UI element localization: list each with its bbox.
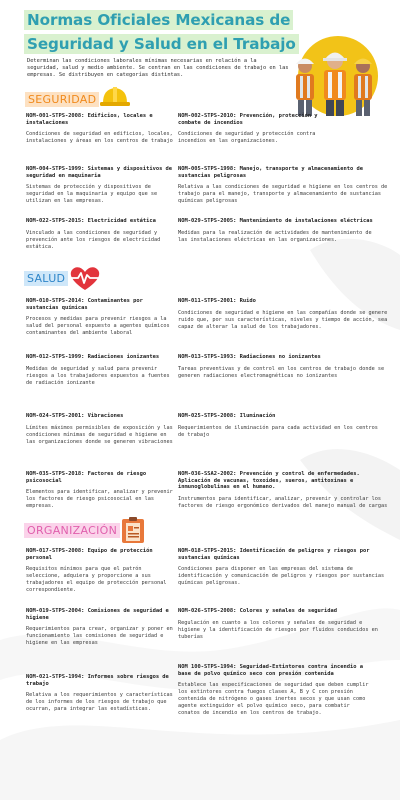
norm-description: Medidas para la realización de actividades de mantenimiento de las instalaciones eléctricas en las organizaciones. — [178, 229, 372, 243]
norm-title: NOM-036-SSA2-2002: Prevención y control de enfermedades. Aplicación de vacunas, toxoides, sueros, antitoxinas e inmunoglobulinas en el humano. — [178, 471, 360, 491]
norm-nom-026 — [178, 608, 378, 641]
norm-nom-005 — [178, 166, 390, 205]
norm-description: Relativa a los requerimientos y características de los informes de los riesgos de trabajo que ocurran, para integrar las estadísticas. — [26, 692, 173, 713]
title-block — [24, 8, 316, 56]
norm-title: NOM-017-STPS-2008: Equipo de protección personal — [26, 548, 153, 561]
norm-title: NOM-024-STPS-2001: Vibraciones — [26, 413, 124, 419]
norm-nom-001 — [26, 113, 174, 145]
norm-description: Relativa a las condiciones de seguridad e higiene en los centros de trabajo para el manejo, transporte y almacenamiento de sustancias químicas peligrosas — [178, 184, 388, 205]
clipboard-icon — [119, 517, 147, 545]
norm-nom-013 — [178, 354, 390, 380]
norm-description: Requisitos mínimos para que el patrón seleccione, adquiera y proporcione a sus trabajadores el equipo de protección personal correspondiente. — [26, 566, 167, 594]
norm-title: NOM-005-STPS-1998: Manejo, transporte y almacenamiento de sustancias peligrosas — [178, 166, 363, 179]
norm-nom-029 — [178, 218, 384, 244]
norm-description: Sistemas de protección y dispositivos de seguridad en la maquinaria y equipo que se utilizan en las empresas. — [26, 184, 158, 205]
norm-title: NOM-026-STPS-2008: Colores y señales de seguridad — [178, 608, 338, 614]
norm-title: NOM-022-STPS-2015: Electricidad estática — [26, 218, 156, 224]
norm-title: NOM 100-STPS-1994: Seguridad-Extintores contra incendio a base de polvo químico seco con presión contenida — [178, 664, 363, 677]
hard-hat-icon — [98, 84, 132, 108]
norm-nom-017 — [26, 548, 174, 594]
norm-description: Medidas de seguridad y salud para prevenir riesgos a los trabajadores expuestos a fuentes de radiación ionizante — [26, 365, 170, 386]
norm-title: NOM-018-STPS-2015: Identificación de peligros y riesgos por sustancias químicas — [178, 548, 370, 561]
norm-nom-024 — [26, 413, 176, 446]
norm-nom-004 — [26, 166, 174, 205]
norm-description: Tareas preventivas y de control en los centros de trabajo donde se generen radiaciones electromagnéticas no ionizantes — [178, 365, 385, 379]
norm-description: Vinculado a las condiciones de seguridad y prevención ante los riesgos de electricidad estática. — [26, 229, 161, 250]
norm-nom-035 — [26, 471, 174, 510]
norm-nom-022 — [26, 218, 174, 251]
norm-nom-025 — [178, 413, 378, 439]
norm-title: NOM-010-STPS-2014: Contaminantes por sustancias químicas — [26, 298, 143, 311]
norm-title: NOM-002-STPS-2010: Prevención, protección y combate de incendios — [178, 113, 318, 126]
norm-nom-021 — [26, 674, 174, 713]
norm-nom-018 — [178, 548, 390, 587]
norm-description: Condiciones de seguridad e higiene en las compañías donde se genere ruido que, por sus características, niveles y tiempo de acción, sea capaz de alterar la salud de los trabajadores. — [178, 309, 388, 330]
norm-nom-019 — [26, 608, 174, 647]
norm-description: Procesos y medidas para prevenir riesgos a la salud del personal expuesto a agentes químicos contaminantes del ambiente laboral — [26, 316, 170, 337]
page-title: Normas Oficiales Mexicanas de Seguridad y Salud en el Trabajo — [24, 8, 316, 56]
norm-title: NOM-025-STPS-2008: Iluminación — [178, 413, 276, 419]
norm-description: Límites máximos permisibles de exposición y las condiciones mínimas de seguridad e higiene en las organizaciones donde se generen vibraciones — [26, 424, 173, 445]
norm-title: NOM-001-STPS-2008: Edificios, locales e instalaciones — [26, 113, 153, 126]
norm-description: Instrumentos para identificar, analizar, prevenir y controlar los factores de riesgo ergonómico derivados del manejo manual de cargas — [178, 495, 388, 509]
norm-description: Condiciones de seguridad en edificios, locales, instalaciones y áreas en los centros de trabajo — [26, 131, 173, 145]
norm-nom-011 — [178, 298, 390, 331]
norm-nom-002 — [178, 113, 334, 145]
norm-title: NOM-013-STPS-1993: Radiaciones no ionizantes — [178, 354, 321, 360]
norm-title: NOM-004-STPS-1999: Sistemas y dispositivos de seguridad en maquinaria — [26, 166, 173, 179]
norm-description: Establece las especificaciones de seguridad que deben cumplir los extintores contra fuegos clases A, B y C con presión contenida de nitrógeno o gases inertes secos y que usan como agente extinguidor el polvo químico seco, para combatir conatos de incendio en los centros de trabajo. — [178, 682, 369, 717]
section-salud-label: SALUD — [24, 271, 68, 286]
norm-nom-010 — [26, 298, 174, 337]
norm-title: NOM-029-STPS-2005: Mantenimiento de instalaciones eléctricas — [178, 218, 373, 224]
heartbeat-icon — [68, 264, 102, 292]
norm-title: NOM-011-STPS-2001: Ruido — [178, 298, 256, 304]
norm-title: NOM-012-STPS-1999: Radiaciones ionizantes — [26, 354, 160, 360]
norm-description: Elementos para identificar, analizar y prevenir los factores de riesgo psicosocial en las empresas. — [26, 489, 173, 510]
norm-title: NOM-019-STPS-2004: Comisiones de seguridad e higiene — [26, 608, 169, 621]
norm-description: Requerimientos para crear, organizar y poner en funcionamiento las comisiones de seguridad e higiene en las empresas — [26, 626, 173, 647]
norm-description: Regulación en cuanto a los colores y señales de seguridad e higiene y la identificación de riesgos por fluidos conducidos en tuberías — [178, 619, 378, 640]
norm-nom-100 — [178, 664, 372, 717]
norm-title: NOM-035-STPS-2018: Factores de riesgo psicosocial — [26, 471, 147, 484]
norm-title: NOM-021-STPS-1994: Informes sobre riesgos de trabajo — [26, 674, 169, 687]
norm-nom-012 — [26, 354, 174, 387]
workers-illustration — [282, 28, 390, 118]
section-organizacion-label: ORGANIZACIÓN — [24, 523, 120, 538]
norm-description: Condiciones de seguridad y protección contra incendios en las organizaciones. — [178, 131, 316, 145]
section-seguridad-label: SEGURIDAD — [25, 92, 99, 107]
norm-description: Requerimientos de iluminación para cada actividad en los centros de trabajo — [178, 424, 378, 438]
norm-description: Condiciones para disponer en las empresas del sistema de identificación y comunicación de peligros y riesgos por sustancias químicas peligrosas. — [178, 566, 385, 587]
norm-nom-036 — [178, 471, 390, 510]
intro-text: Determinan las condiciones laborales mínimas necesarias en relación a la seguridad, salud y medio ambiente. Se centran en las condiciones de trabajo en las empresas. Se distribuyen en categorías distintas. — [27, 58, 289, 79]
